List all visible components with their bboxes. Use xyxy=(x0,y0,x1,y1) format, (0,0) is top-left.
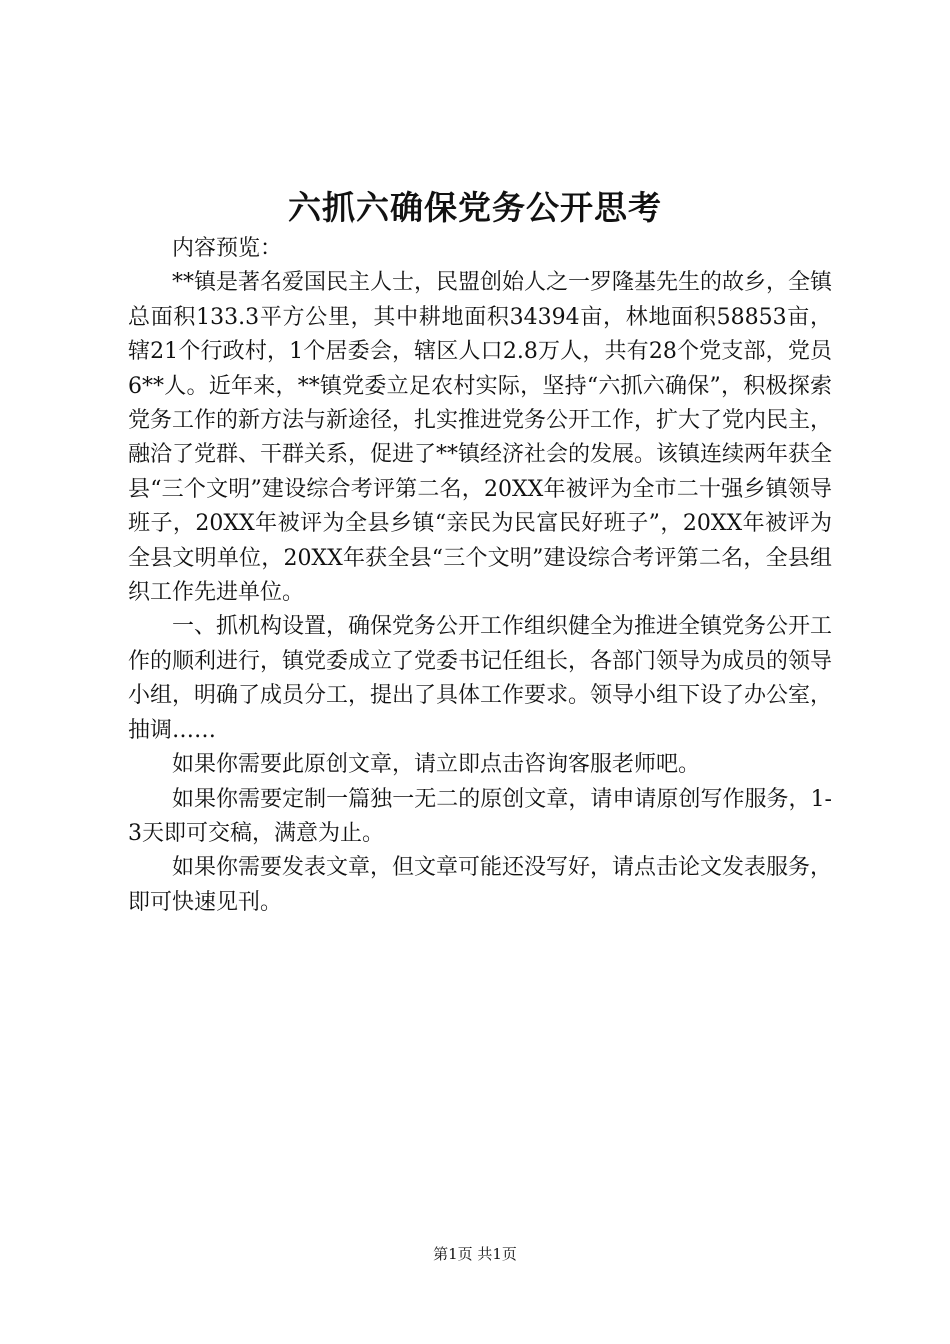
paragraph-publishing-service[interactable]: 如果你需要发表文章，但文章可能还没写好，请点击论文发表服务，即可快速见刊。 xyxy=(128,855,833,915)
paragraph-intro: **镇是著名爱国民主人士，民盟创始人之一罗隆基先生的故乡，全镇总面积133.3平方公里，其中耕地面积34394亩，林地面积58853亩，辖21个行政村，1个居委会，辖区人口2.8万人，共有28个党支部，党员6**人。近年来，**镇党委立足农村实际，坚持“六抓六确保”，积极探索党务工作的新方法与新途径，扎实推进党务公开工作，扩大了党内民主，融洽了党群、干群关系，促进了**镇经济社会的发展。该镇连续两年获全县“三个文明”建设综合考评第二名，20XX年被评为全市二十强乡镇领导班子，20XX年被评为全县乡镇“亲民为民富民好班子”，20XX年被评为全县文明单位，20XX年获全县“三个文明”建设综合考评第二名，全县组织工作先进单位。 xyxy=(128,270,833,606)
paragraph-section-one: 一、抓机构设置，确保党务公开工作组织健全为推进全镇党务公开工作的顺利进行，镇党委成立了党委书记任组长，各部门领导为成员的领导小组，明确了成员分工，提出了具体工作要求。领导小组下设了办公室，抽调…… xyxy=(128,614,833,743)
page-number-footer: 第1页 共1页 xyxy=(433,1245,517,1263)
paragraph-custom-writing[interactable]: 如果你需要定制一篇独一无二的原创文章，请申请原创写作服务，1-3天即可交稿，满意为止。 xyxy=(128,786,832,846)
preview-label: 内容预览： xyxy=(172,236,283,261)
paragraph-consult-link[interactable]: 如果你需要此原创文章，请立即点击咨询客服老师吧。 xyxy=(172,752,701,778)
document-body xyxy=(128,232,832,920)
document-title: 六抓六确保党务公开思考 xyxy=(288,188,662,227)
